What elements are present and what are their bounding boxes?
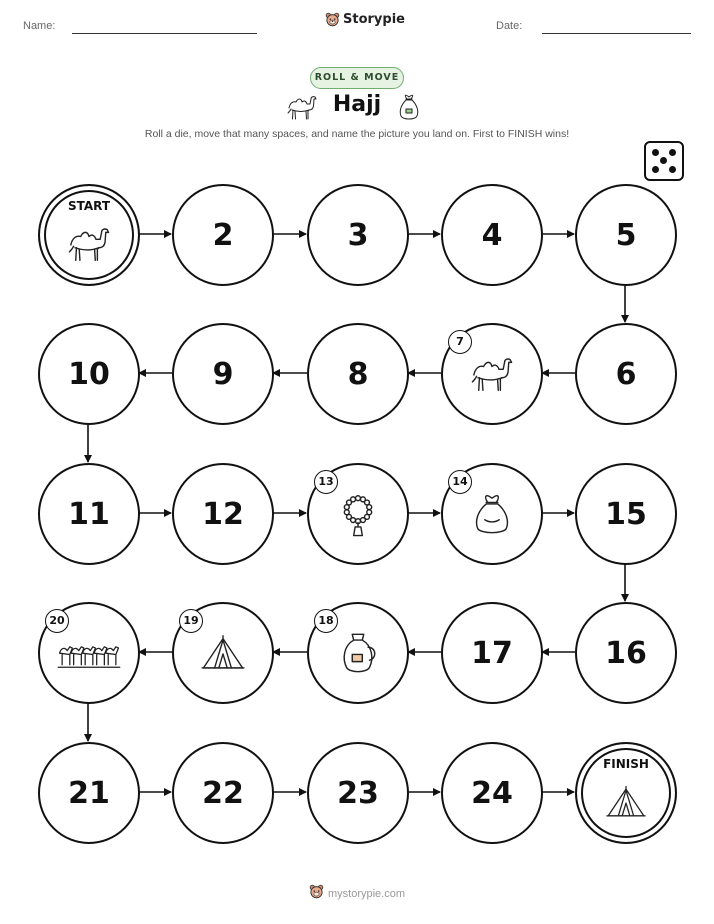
- camel-icon: [40, 186, 138, 284]
- space-number: 11: [68, 496, 110, 532]
- space-number: 21: [68, 775, 110, 811]
- space-number: 8: [347, 356, 369, 392]
- board-space-1: [38, 184, 140, 286]
- name-label: Name:: [23, 20, 56, 32]
- space-number: 4: [481, 217, 503, 253]
- board-space-12: [172, 463, 274, 565]
- space-number: 16: [605, 635, 647, 671]
- space-number: 17: [471, 635, 513, 671]
- board-space-17: [441, 602, 543, 704]
- space-number: 22: [202, 775, 244, 811]
- board-space-10: [38, 323, 140, 425]
- camel-icon: [443, 325, 541, 423]
- space-number-badge: 14: [448, 470, 472, 494]
- board-space-23: [307, 742, 409, 844]
- board-space-6: [575, 323, 677, 425]
- board-space-14: [441, 463, 543, 565]
- date-label: Date:: [496, 20, 523, 32]
- money-bag-icon: [443, 465, 541, 563]
- board-space-19: [172, 602, 274, 704]
- space-number: 15: [605, 496, 647, 532]
- space-number: 24: [471, 775, 513, 811]
- board-space-7: [441, 323, 543, 425]
- board-space-25: [575, 742, 677, 844]
- space-number: 12: [202, 496, 244, 532]
- caravan-icon: [40, 604, 138, 702]
- instructions: Roll a die, move that many spaces, and name the picture you land on. First to FINISH wins!: [144, 128, 570, 140]
- board-space-8: [307, 323, 409, 425]
- board-space-18: [307, 602, 409, 704]
- space-number-badge: 13: [314, 470, 338, 494]
- space-number-badge: 7: [448, 330, 472, 354]
- space-label: FINISH: [603, 757, 649, 771]
- space-number: 5: [615, 217, 637, 253]
- prayer-beads-icon: [309, 465, 407, 563]
- space-number-badge: 20: [45, 609, 69, 633]
- space-label: START: [67, 199, 111, 213]
- space-number-badge: 18: [314, 609, 338, 633]
- activity-badge: ROLL & MOVE: [310, 67, 404, 89]
- board-space-15: [575, 463, 677, 565]
- space-number: 6: [615, 356, 637, 392]
- board-space-21: [38, 742, 140, 844]
- tent-icon: [577, 744, 675, 842]
- water-jug-icon: [309, 604, 407, 702]
- board-space-20: [38, 602, 140, 704]
- page-title: Hajj: [332, 92, 382, 117]
- space-number: 2: [212, 217, 234, 253]
- bear-footer-icon: [309, 884, 324, 903]
- space-number: 23: [337, 775, 379, 811]
- board-space-9: [172, 323, 274, 425]
- board-space-5: [575, 184, 677, 286]
- space-number: 3: [347, 217, 369, 253]
- board-space-13: [307, 463, 409, 565]
- board-space-2: [172, 184, 274, 286]
- board-space-3: [307, 184, 409, 286]
- space-number-badge: 19: [179, 609, 203, 633]
- board-space-11: [38, 463, 140, 565]
- brand-name: Storypie: [343, 12, 405, 27]
- footer: [0, 884, 714, 903]
- tent-icon: [174, 604, 272, 702]
- board-space-24: [441, 742, 543, 844]
- board-space-22: [172, 742, 274, 844]
- board-space-16: [575, 602, 677, 704]
- space-number: 10: [68, 356, 110, 392]
- footer-site: mystorypie.com: [327, 887, 406, 900]
- board-space-4: [441, 184, 543, 286]
- space-number: 9: [212, 356, 234, 392]
